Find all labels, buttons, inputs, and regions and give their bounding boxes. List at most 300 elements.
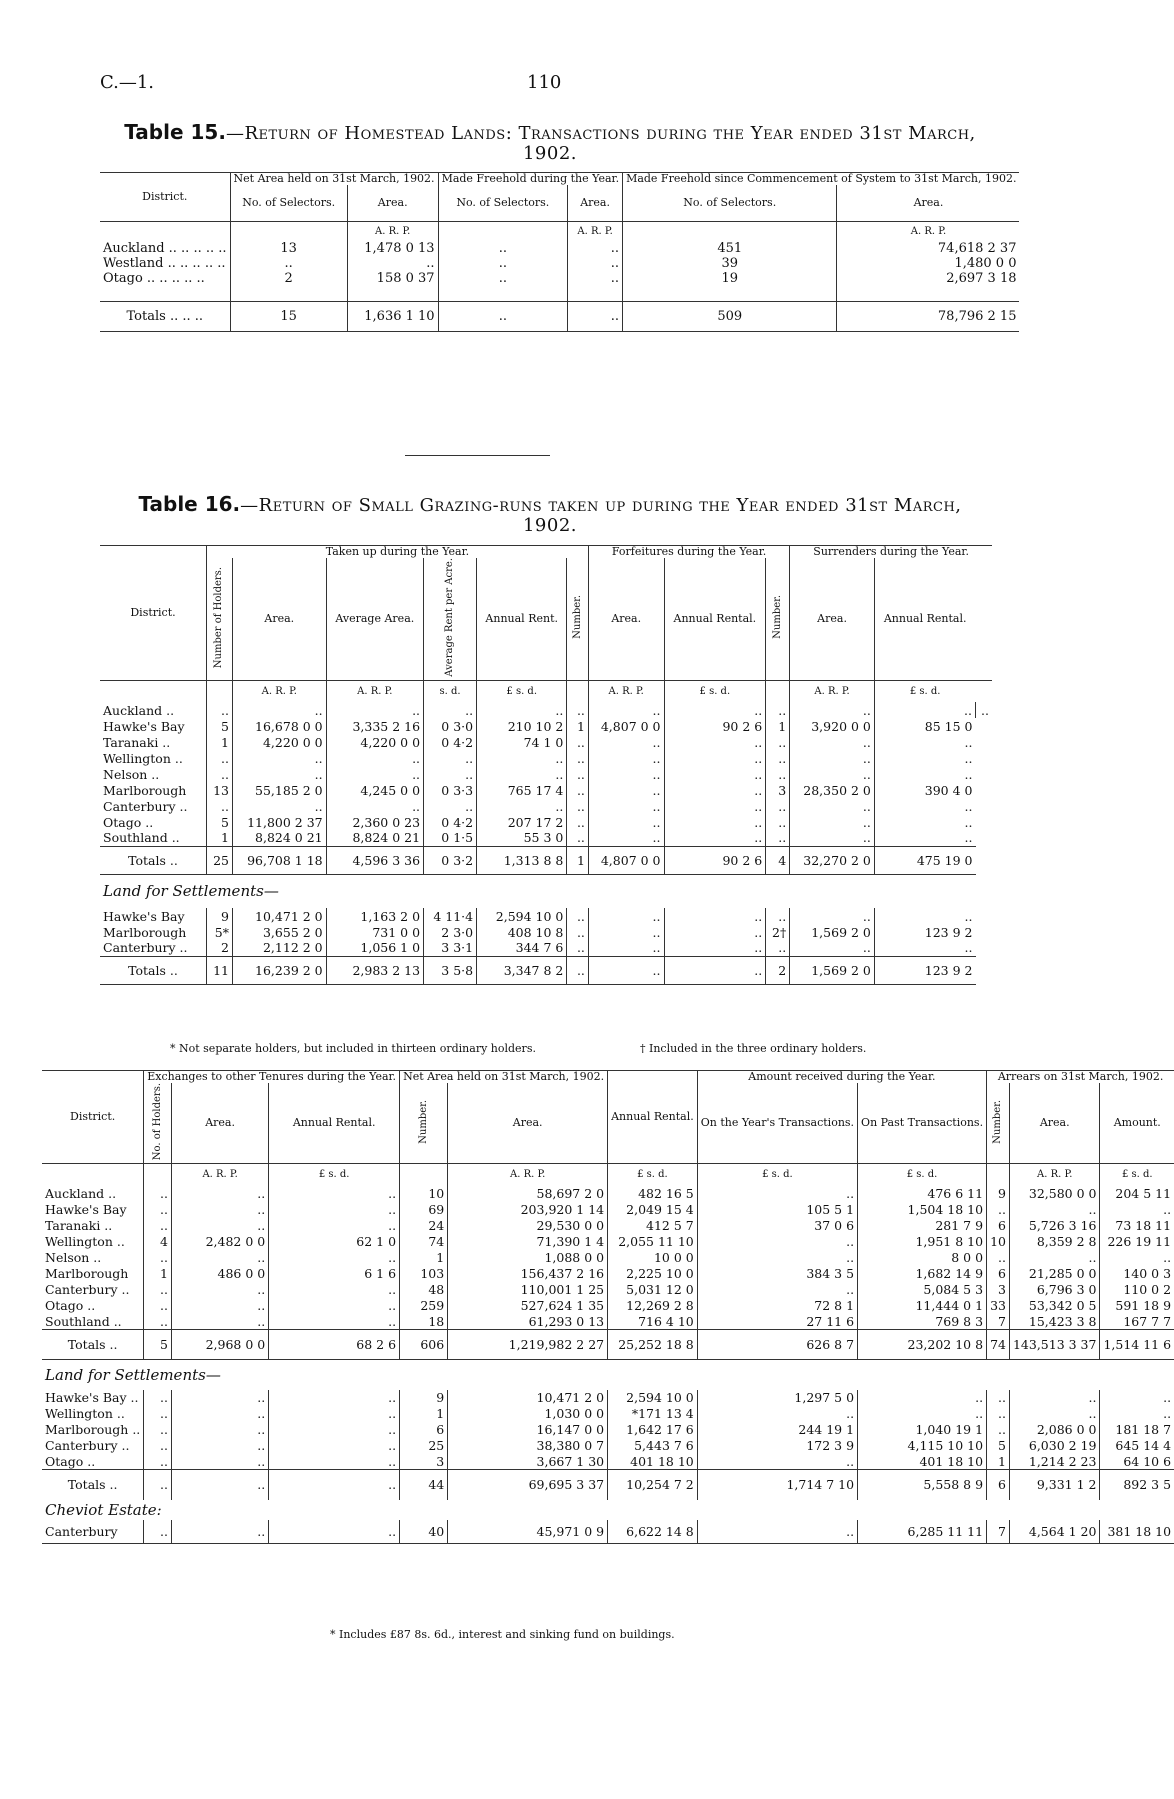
value-cell: 4 11·4 xyxy=(424,908,477,924)
value-cell: 2,225 10 0 xyxy=(608,1266,698,1282)
value-cell: .. xyxy=(1009,1406,1100,1422)
value-cell: 401 18 10 xyxy=(858,1454,987,1470)
value-cell: 4,564 1 20 xyxy=(1009,1520,1100,1544)
t15-cell: .. xyxy=(568,241,623,256)
t15-cell: 158 0 37 xyxy=(347,271,438,301)
value-cell: 8,824 0 21 xyxy=(326,830,423,846)
t15-cell: .. xyxy=(438,271,568,301)
table-total-row xyxy=(100,956,992,984)
value-cell: .. xyxy=(172,1202,269,1218)
value-cell: .. xyxy=(172,1470,269,1500)
value-cell: 5 xyxy=(987,1438,1010,1454)
t15-cell: 1,480 0 0 xyxy=(837,256,1020,271)
value-cell: .. xyxy=(567,766,589,782)
table-row xyxy=(42,1422,1174,1438)
value-cell: .. xyxy=(477,766,567,782)
value-cell: 69 xyxy=(400,1202,448,1218)
value-cell: 1,569 2 0 xyxy=(790,956,875,984)
value-cell: .. xyxy=(766,940,790,956)
value-cell: .. xyxy=(172,1218,269,1234)
value-cell: .. xyxy=(987,1406,1010,1422)
value-cell: .. xyxy=(424,798,477,814)
value-cell: .. xyxy=(790,798,875,814)
value-cell: 4,220 0 0 xyxy=(326,734,423,750)
value-cell: .. xyxy=(269,1186,400,1202)
value-cell: 8,824 0 21 xyxy=(232,830,326,846)
value-cell: .. xyxy=(874,702,975,718)
page-ref: C.—1. xyxy=(100,72,155,93)
value-cell: 105 5 1 xyxy=(697,1202,857,1218)
district-cell: Canterbury .. xyxy=(45,1438,130,1454)
value-cell: 1,642 17 6 xyxy=(608,1422,698,1438)
table-row xyxy=(42,1186,1174,1202)
district-cell: Taranaki .. xyxy=(45,1218,113,1234)
t16-u4: £ s. d. xyxy=(477,680,567,702)
t15-h-area2: Area. xyxy=(568,185,623,221)
value-cell: 2 xyxy=(766,956,790,984)
value-cell: 2† xyxy=(766,924,790,940)
value-cell: 4 xyxy=(766,846,790,874)
value-cell: .. xyxy=(144,1390,172,1406)
value-cell: 2,055 11 10 xyxy=(608,1234,698,1250)
value-cell: .. xyxy=(697,1234,857,1250)
value-cell: 71,390 1 4 xyxy=(448,1234,608,1250)
value-cell: 48 xyxy=(400,1282,448,1298)
value-cell: .. xyxy=(588,766,664,782)
value-cell: .. xyxy=(326,766,423,782)
t17-h-annual-rental: Annual Rental. xyxy=(608,1071,698,1164)
value-cell: 11,800 2 37 xyxy=(232,814,326,830)
table-row xyxy=(100,702,992,718)
value-cell: 401 18 10 xyxy=(608,1454,698,1470)
value-cell: 9,331 1 2 xyxy=(1009,1470,1100,1500)
t16-h-annual-rent: Annual Rent. xyxy=(477,558,567,680)
t15-h-freehold-year: Made Freehold during the Year. xyxy=(438,173,623,186)
value-cell: 40 xyxy=(400,1520,448,1544)
page-number: 110 xyxy=(527,72,562,93)
district-cell: Auckland .. xyxy=(103,702,175,718)
value-cell: 384 3 5 xyxy=(697,1266,857,1282)
value-cell: 10 xyxy=(400,1186,448,1202)
value-cell: 27 11 6 xyxy=(697,1314,857,1330)
table-row xyxy=(42,1202,1174,1218)
value-cell: 3 xyxy=(987,1282,1010,1298)
value-cell: .. xyxy=(477,798,567,814)
value-cell: .. xyxy=(766,798,790,814)
value-cell: .. xyxy=(477,702,567,718)
value-cell: 62 1 0 xyxy=(269,1234,400,1250)
value-cell: 1 xyxy=(400,1406,448,1422)
value-cell: .. xyxy=(766,734,790,750)
value-cell: .. xyxy=(858,1406,987,1422)
value-cell: 73 18 11 xyxy=(1100,1218,1174,1234)
t16-u5: A. R. P. xyxy=(588,680,664,702)
value-cell: 2,086 0 0 xyxy=(1009,1422,1100,1438)
value-cell: 6,030 2 19 xyxy=(1009,1438,1100,1454)
value-cell: 6,285 11 11 xyxy=(858,1520,987,1544)
value-cell: .. xyxy=(172,1422,269,1438)
value-cell: 1 xyxy=(207,734,233,750)
value-cell: .. xyxy=(697,1520,857,1544)
value-cell: .. xyxy=(874,814,975,830)
value-cell: .. xyxy=(1100,1202,1174,1218)
value-cell: .. xyxy=(766,750,790,766)
table-row xyxy=(100,814,992,830)
value-cell: 10,254 7 2 xyxy=(608,1470,698,1500)
t17-h-exch-area: Area. xyxy=(172,1083,269,1164)
t16-u7: A. R. P. xyxy=(790,680,875,702)
value-cell: 476 6 11 xyxy=(858,1186,987,1202)
t17-u2: £ s. d. xyxy=(269,1164,400,1186)
table17 xyxy=(42,1070,1174,1544)
value-cell: 110,001 1 25 xyxy=(448,1282,608,1298)
table15-title-text: —Return of Homestead Lands: Transactions during the Year ended 31st March, 1902. xyxy=(225,123,976,164)
value-cell: 29,530 0 0 xyxy=(448,1218,608,1234)
t15-cell: 2,697 3 18 xyxy=(837,271,1020,301)
value-cell: 10 0 0 xyxy=(608,1250,698,1266)
value-cell: *171 13 4 xyxy=(608,1406,698,1422)
value-cell: 24 xyxy=(400,1218,448,1234)
table-total-row xyxy=(42,1330,1174,1360)
value-cell: .. xyxy=(588,750,664,766)
value-cell: .. xyxy=(987,1202,1010,1218)
table-total-row xyxy=(42,1470,1174,1500)
value-cell: 1,504 18 10 xyxy=(858,1202,987,1218)
table-row xyxy=(42,1454,1174,1470)
value-cell: .. xyxy=(269,1422,400,1438)
district-cell: Marlborough .. xyxy=(45,1422,141,1438)
table15-label: Table 15. xyxy=(124,120,226,144)
value-cell: 769 8 3 xyxy=(858,1314,987,1330)
value-cell: 11 xyxy=(207,956,233,984)
district-cell: Totals .. xyxy=(100,956,207,984)
value-cell: 3,667 1 30 xyxy=(448,1454,608,1470)
value-cell: .. xyxy=(232,766,326,782)
value-cell: .. xyxy=(172,1298,269,1314)
t15-district: Westland .. .. .. .. .. xyxy=(103,256,226,271)
value-cell: .. xyxy=(172,1438,269,1454)
district-cell: Canterbury .. xyxy=(103,940,188,956)
table-row xyxy=(100,940,992,956)
value-cell: .. xyxy=(269,1250,400,1266)
value-cell: 4,220 0 0 xyxy=(232,734,326,750)
t15-cell: .. xyxy=(568,271,623,301)
value-cell: .. xyxy=(172,1390,269,1406)
value-cell: 1 xyxy=(400,1250,448,1266)
value-cell: .. xyxy=(172,1250,269,1266)
value-cell: 5* xyxy=(207,924,233,940)
value-cell: .. xyxy=(664,782,766,798)
value-cell: .. xyxy=(424,702,477,718)
value-cell: .. xyxy=(269,1406,400,1422)
table-total-row xyxy=(100,846,992,874)
t16-h-forf-area: Area. xyxy=(588,558,664,680)
value-cell: 2 xyxy=(207,940,233,956)
value-cell: 25 xyxy=(400,1438,448,1454)
t15-h-sel2: No. of Selectors. xyxy=(438,185,568,221)
t16-h-surr-number: Number. xyxy=(771,595,783,640)
t17-h-exch-rental: Annual Rental. xyxy=(269,1083,400,1164)
value-cell: .. xyxy=(790,908,875,924)
t16-h-district: District. xyxy=(100,546,207,681)
value-cell: 4,245 0 0 xyxy=(326,782,423,798)
value-cell: 10 xyxy=(987,1234,1010,1250)
value-cell: .. xyxy=(144,1470,172,1500)
value-cell: .. xyxy=(664,750,766,766)
value-cell: 5,726 3 16 xyxy=(1009,1218,1100,1234)
value-cell: .. xyxy=(207,766,233,782)
table-row xyxy=(42,1266,1174,1282)
table-row xyxy=(42,1520,1174,1544)
section-divider xyxy=(405,455,550,456)
t15-h-area3: Area. xyxy=(837,185,1020,221)
t17-cheviot-label-text: Cheviot Estate: xyxy=(45,1500,162,1519)
value-cell: .. xyxy=(588,908,664,924)
value-cell: 5 xyxy=(207,718,233,734)
value-cell: .. xyxy=(664,766,766,782)
value-cell: .. xyxy=(232,702,326,718)
t17-u7: A. R. P. xyxy=(1009,1164,1100,1186)
district-cell: Canterbury .. xyxy=(103,798,188,814)
value-cell: 61,293 0 13 xyxy=(448,1314,608,1330)
value-cell: .. xyxy=(790,814,875,830)
value-cell: 4,596 3 36 xyxy=(326,846,423,874)
value-cell: .. xyxy=(588,940,664,956)
value-cell: 0 4·2 xyxy=(424,814,477,830)
value-cell: 28,350 2 0 xyxy=(790,782,875,798)
t15-cell: .. xyxy=(568,256,623,271)
value-cell: 1 xyxy=(987,1454,1010,1470)
t15-cell: 1,636 1 10 xyxy=(347,301,438,331)
value-cell: 5,558 8 9 xyxy=(858,1470,987,1500)
value-cell: .. xyxy=(567,782,589,798)
t17-u1: A. R. P. xyxy=(172,1164,269,1186)
district-cell: Marlborough xyxy=(103,924,187,940)
value-cell: 172 3 9 xyxy=(697,1438,857,1454)
t16-u1: A. R. P. xyxy=(232,680,326,702)
value-cell: 90 2 6 xyxy=(664,718,766,734)
value-cell: 85 15 0 xyxy=(874,718,975,734)
table-row xyxy=(100,734,992,750)
value-cell: .. xyxy=(144,1186,172,1202)
value-cell: 1 xyxy=(567,718,589,734)
district-cell: Hawke's Bay .. xyxy=(45,1390,139,1406)
value-cell: .. xyxy=(697,1250,857,1266)
table-row xyxy=(100,798,992,814)
value-cell: 3 xyxy=(400,1454,448,1470)
value-cell: .. xyxy=(144,1438,172,1454)
value-cell: 9 xyxy=(987,1186,1010,1202)
value-cell: 8 0 0 xyxy=(858,1250,987,1266)
value-cell: 5 xyxy=(144,1330,172,1360)
t17-u8: £ s. d. xyxy=(1100,1164,1174,1186)
value-cell: .. xyxy=(207,750,233,766)
value-cell: 482 16 5 xyxy=(608,1186,698,1202)
value-cell: .. xyxy=(766,766,790,782)
value-cell: 4 xyxy=(144,1234,172,1250)
value-cell: 3,335 2 16 xyxy=(326,718,423,734)
value-cell: .. xyxy=(144,1520,172,1544)
value-cell: .. xyxy=(172,1520,269,1544)
value-cell: .. xyxy=(172,1406,269,1422)
t16-h-taken: Taken up during the Year. xyxy=(207,546,589,559)
t15-cell: 19 xyxy=(623,271,837,301)
value-cell: .. xyxy=(766,814,790,830)
value-cell: 3,347 8 2 xyxy=(477,956,567,984)
value-cell: .. xyxy=(664,830,766,846)
value-cell: .. xyxy=(424,766,477,782)
value-cell: 731 0 0 xyxy=(326,924,423,940)
value-cell: 123 9 2 xyxy=(874,924,975,940)
value-cell: .. xyxy=(790,766,875,782)
value-cell: .. xyxy=(567,924,589,940)
value-cell: 1 xyxy=(766,718,790,734)
value-cell: .. xyxy=(697,1454,857,1470)
t15-cell: 15 xyxy=(230,301,347,331)
value-cell: .. xyxy=(269,1438,400,1454)
value-cell: 7 xyxy=(987,1520,1010,1544)
value-cell: .. xyxy=(874,750,975,766)
t15-cell: .. xyxy=(438,241,568,256)
district-cell: Wellington .. xyxy=(45,1406,125,1422)
table-row xyxy=(42,1282,1174,1298)
table-total-row xyxy=(100,301,1019,331)
value-cell: 1,514 11 6 xyxy=(1100,1330,1174,1360)
t16-u6: £ s. d. xyxy=(664,680,766,702)
value-cell: 0 3·0 xyxy=(424,718,477,734)
value-cell: 11,444 0 1 xyxy=(858,1298,987,1314)
t16-h-forf: Forfeitures during the Year. xyxy=(588,546,789,559)
district-cell: Otago .. xyxy=(103,814,154,830)
value-cell: 45,971 0 9 xyxy=(448,1520,608,1544)
t16-u2: A. R. P. xyxy=(326,680,423,702)
value-cell: .. xyxy=(269,1218,400,1234)
district-cell: Marlborough xyxy=(45,1266,129,1282)
value-cell: 3,655 2 0 xyxy=(232,924,326,940)
district-cell: Otago .. xyxy=(45,1298,96,1314)
value-cell: .. xyxy=(664,908,766,924)
value-cell: .. xyxy=(1009,1250,1100,1266)
district-cell: Canterbury xyxy=(42,1520,144,1544)
table15 xyxy=(100,172,1019,332)
value-cell: 203,920 1 14 xyxy=(448,1202,608,1218)
value-cell: 6 xyxy=(400,1422,448,1438)
value-cell: 74 xyxy=(987,1330,1010,1360)
table-row xyxy=(100,766,992,782)
value-cell: 90 2 6 xyxy=(664,846,766,874)
table-row xyxy=(100,718,992,734)
table-row xyxy=(42,1314,1174,1330)
district-cell: Nelson .. xyxy=(103,766,160,782)
value-cell: 25,252 18 8 xyxy=(608,1330,698,1360)
district-cell: Taranaki .. xyxy=(103,734,171,750)
t16-h-avg-area: Average Area. xyxy=(326,558,423,680)
table-row xyxy=(100,256,1019,271)
value-cell: 1,163 2 0 xyxy=(326,908,423,924)
t15-cell: .. xyxy=(438,256,568,271)
value-cell: 1,569 2 0 xyxy=(790,924,875,940)
value-cell: 96,708 1 18 xyxy=(232,846,326,874)
value-cell: .. xyxy=(567,702,589,718)
table-row xyxy=(100,924,992,940)
value-cell: 0 3·2 xyxy=(424,846,477,874)
district-cell: Hawke's Bay xyxy=(103,908,185,924)
value-cell: 167 7 7 xyxy=(1100,1314,1174,1330)
value-cell: .. xyxy=(207,798,233,814)
t16-h-holders: Number of Holders. xyxy=(213,566,225,668)
t17-u3: A. R. P. xyxy=(448,1164,608,1186)
value-cell: 72 8 1 xyxy=(697,1298,857,1314)
t17-footnote: * Includes £87 8s. 6d., interest and sinking fund on buildings. xyxy=(330,1628,675,1641)
value-cell: 32,270 2 0 xyxy=(790,846,875,874)
t15-cell: 451 xyxy=(623,241,837,256)
table-row xyxy=(100,782,992,798)
value-cell: .. xyxy=(664,702,766,718)
t16-h-number: Number. xyxy=(571,595,583,640)
value-cell: .. xyxy=(269,1282,400,1298)
value-cell: .. xyxy=(858,1390,987,1406)
value-cell: 1,313 8 8 xyxy=(477,846,567,874)
value-cell: .. xyxy=(588,956,664,984)
value-cell: .. xyxy=(588,702,664,718)
value-cell: .. xyxy=(664,940,766,956)
value-cell: 21,285 0 0 xyxy=(1009,1266,1100,1282)
value-cell: 4,807 0 0 xyxy=(588,718,664,734)
t17-h-arr-number: Number. xyxy=(992,1099,1004,1144)
value-cell: 1 xyxy=(567,846,589,874)
value-cell: .. xyxy=(269,1390,400,1406)
district-cell: Hawke's Bay xyxy=(45,1202,127,1218)
value-cell: .. xyxy=(144,1422,172,1438)
table-row xyxy=(42,1406,1174,1422)
value-cell: 69,695 3 37 xyxy=(448,1470,608,1500)
value-cell: 140 0 3 xyxy=(1100,1266,1174,1282)
value-cell: 1,030 0 0 xyxy=(448,1406,608,1422)
value-cell: 1,682 14 9 xyxy=(858,1266,987,1282)
value-cell: 53,342 0 5 xyxy=(1009,1298,1100,1314)
district-cell: Wellington .. xyxy=(45,1234,125,1250)
value-cell: 6 xyxy=(987,1218,1010,1234)
value-cell: 0 4·2 xyxy=(424,734,477,750)
district-cell: Totals .. xyxy=(42,1330,144,1360)
value-cell: 210 10 2 xyxy=(477,718,567,734)
value-cell: 1,297 5 0 xyxy=(697,1390,857,1406)
value-cell: .. xyxy=(790,830,875,846)
value-cell: .. xyxy=(144,1314,172,1330)
value-cell: .. xyxy=(269,1202,400,1218)
value-cell: 55,185 2 0 xyxy=(232,782,326,798)
value-cell: .. xyxy=(1100,1390,1174,1406)
table-row xyxy=(100,750,992,766)
t15-units-1: A. R. P. xyxy=(347,221,438,241)
value-cell: 1,088 0 0 xyxy=(448,1250,608,1266)
value-cell: 3 5·8 xyxy=(424,956,477,984)
value-cell: .. xyxy=(664,734,766,750)
value-cell: 2,112 2 0 xyxy=(232,940,326,956)
value-cell: .. xyxy=(987,1422,1010,1438)
value-cell: 2,594 10 0 xyxy=(477,908,567,924)
value-cell: 181 18 7 xyxy=(1100,1422,1174,1438)
value-cell: 716 4 10 xyxy=(608,1314,698,1330)
table-row xyxy=(42,1250,1174,1266)
value-cell: .. xyxy=(567,734,589,750)
table16-title xyxy=(110,494,990,536)
t17-h-district: District. xyxy=(42,1071,144,1164)
value-cell: 412 5 7 xyxy=(608,1218,698,1234)
value-cell: 344 7 6 xyxy=(477,940,567,956)
value-cell: .. xyxy=(588,734,664,750)
value-cell: .. xyxy=(172,1454,269,1470)
